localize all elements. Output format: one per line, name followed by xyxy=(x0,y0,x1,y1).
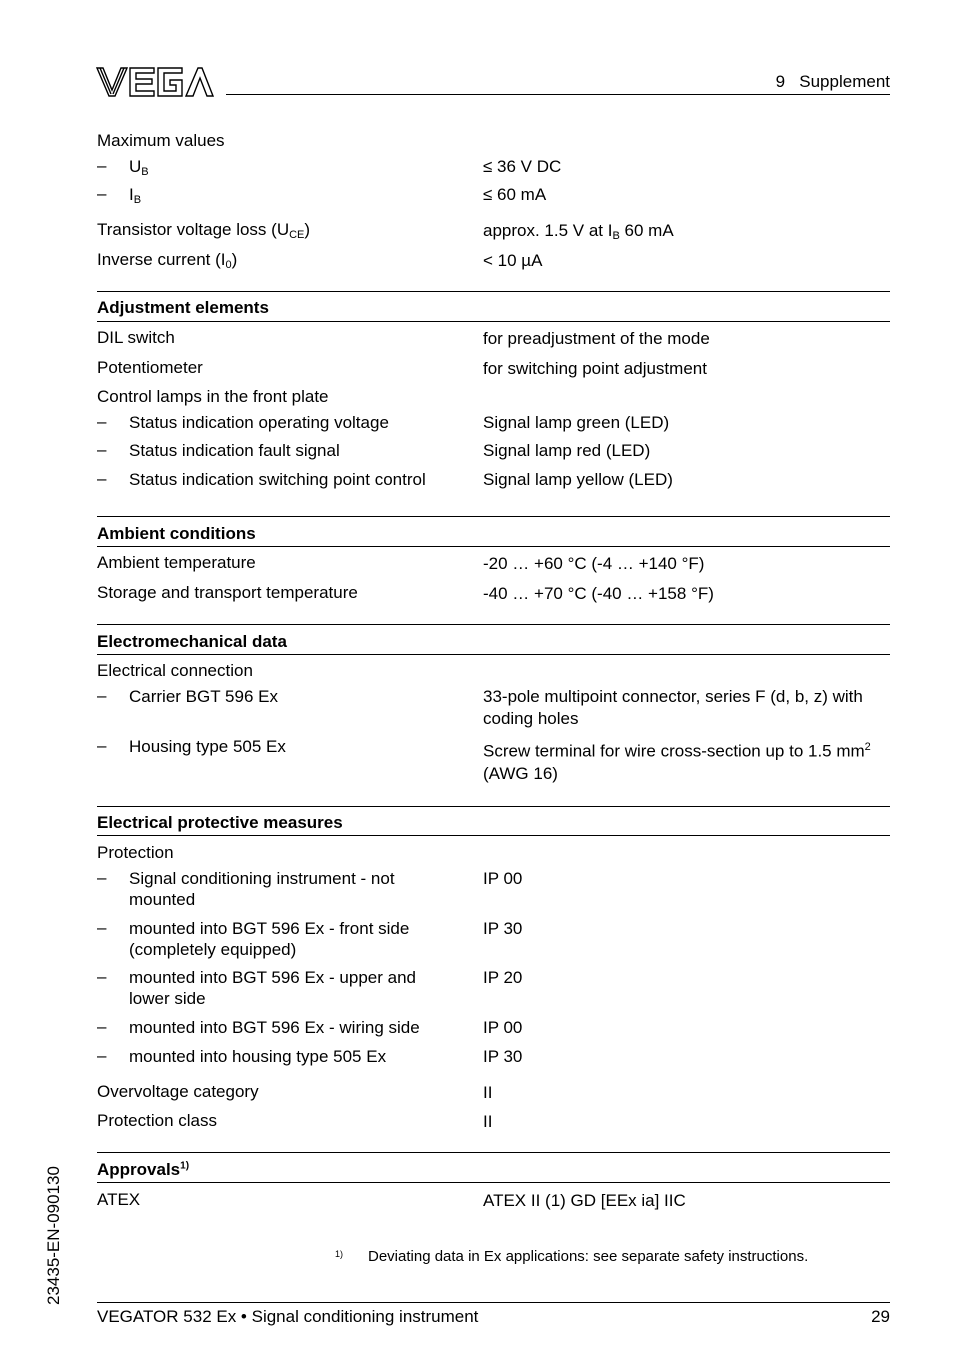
section-heading-protective: Electrical protective measures xyxy=(97,813,343,832)
footer-document-title: VEGATOR 532 Ex • Signal conditioning instrument xyxy=(97,1307,479,1326)
section-title: 9 Supplement xyxy=(775,72,890,91)
section-rule xyxy=(97,654,890,655)
section-rule xyxy=(97,321,890,322)
section-heading-ambient: Ambient conditions xyxy=(97,524,256,543)
header-rule xyxy=(226,94,890,95)
section-rule xyxy=(97,1182,890,1183)
section-heading-adjustment: Adjustment elements xyxy=(97,298,269,317)
section-rule xyxy=(97,806,890,807)
document-code: 23435-EN-090130 xyxy=(44,1166,63,1305)
footnote-mark: 1) xyxy=(335,1249,344,1259)
section-rule xyxy=(97,1152,890,1153)
section-rule xyxy=(97,516,890,517)
page-number: 29 xyxy=(871,1307,890,1326)
section-rule xyxy=(97,546,890,547)
footnote-text: Deviating data in Ex applications: see separate safety instructions. xyxy=(368,1248,809,1265)
section-heading-approvals: Approvals$^{1)}$ xyxy=(97,1160,190,1179)
section-rule xyxy=(97,624,890,625)
section-rule xyxy=(97,835,890,836)
section-heading-electromech: Electromechanical data xyxy=(97,632,287,651)
footer-rule xyxy=(97,1302,890,1303)
section-rule xyxy=(97,291,890,292)
vega-logo xyxy=(96,66,214,98)
